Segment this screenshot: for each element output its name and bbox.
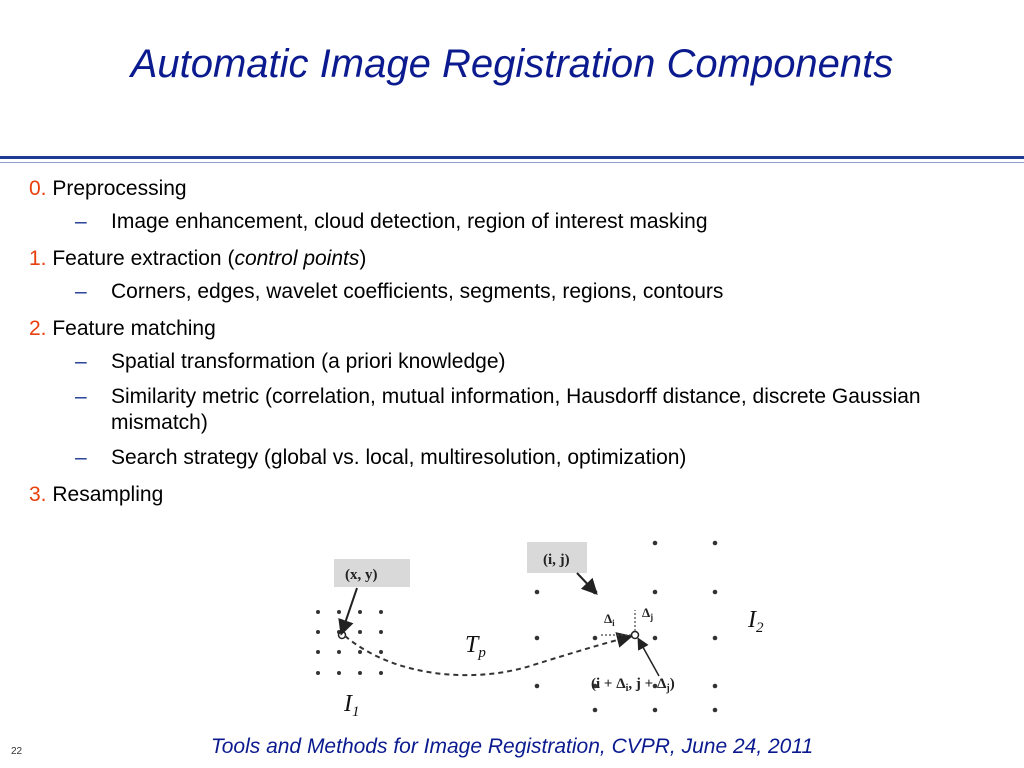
label-result: ($i + \Delta_i$, $j + \Delta_j$) xyxy=(591,676,675,694)
grid-dot xyxy=(316,610,320,614)
dash-bullet: – xyxy=(75,280,87,303)
grid-dot xyxy=(358,671,362,675)
item-number: 1. xyxy=(29,247,47,270)
grid-dot xyxy=(713,541,718,546)
grid-dot xyxy=(593,708,598,713)
grid-dot xyxy=(379,630,383,634)
grid-dot xyxy=(358,630,362,634)
page-number: 22 xyxy=(11,746,23,757)
sub-item: – Spatial transformation (a priori knowledge) xyxy=(75,350,506,373)
item-text: Preprocessing xyxy=(52,177,187,200)
label-xy: (x, y) xyxy=(345,567,378,583)
grid-dot xyxy=(653,708,658,713)
sub-item: – Corners, edges, wavelet coefficients, segments, regions, contours xyxy=(75,280,724,303)
grid-dot xyxy=(337,671,341,675)
delta-j-label: $\Delta_j$ xyxy=(642,605,654,622)
grid-dot xyxy=(379,650,383,654)
grid-dot xyxy=(653,590,658,595)
registration-diagram xyxy=(305,528,775,723)
grid-dot xyxy=(337,610,341,614)
grid-dot xyxy=(713,636,718,641)
dash-bullet: – xyxy=(75,446,87,469)
item-number: 3. xyxy=(29,483,47,506)
grid-dot xyxy=(653,541,658,546)
grid-dot xyxy=(379,610,383,614)
slide-title: Automatic Image Registration Components xyxy=(130,42,894,86)
item-text: Feature extraction ( xyxy=(52,247,235,270)
grid-dot xyxy=(653,636,658,641)
grid-dot xyxy=(535,684,540,689)
item-text: Resampling xyxy=(52,483,164,506)
grid-dot xyxy=(713,684,718,689)
label-ij: (i, j) xyxy=(543,552,570,568)
sub-item: – Similarity metric (correlation, mutual information, Hausdorff distance, discrete Gaussian mismatch) xyxy=(75,385,921,434)
grid-dot xyxy=(316,650,320,654)
grid-dot xyxy=(535,590,540,595)
slide-footer: Tools and Methods for Image Registration, CVPR, June 24, 2011 xyxy=(210,735,814,758)
list-item xyxy=(29,482,1009,508)
grid-dot xyxy=(535,636,540,641)
dash-bullet: – xyxy=(75,350,87,373)
label-I1: $I_1$ xyxy=(344,691,360,720)
title-divider-thin xyxy=(0,162,1024,163)
item-text: Feature matching xyxy=(52,317,216,340)
grid-dot xyxy=(379,671,383,675)
label-Tp: $T_p$ xyxy=(465,632,486,661)
grid-dot xyxy=(316,671,320,675)
grid-dot xyxy=(358,650,362,654)
grid-dot xyxy=(358,610,362,614)
item-text-italic: control points xyxy=(234,247,360,270)
delta-i-label: $\Delta_i$ xyxy=(604,611,615,628)
grid-dot xyxy=(713,708,718,713)
sub-item: – Search strategy (global vs. local, multiresolution, optimization) xyxy=(75,446,687,469)
grid-dot xyxy=(316,630,320,634)
dash-bullet: – xyxy=(75,385,87,408)
list-item: 1. Feature extraction (control points) – Corners, edges, wavelet coefficients, segments, regions, contours xyxy=(29,246,1009,305)
item-number: 2. xyxy=(29,317,47,340)
list-item xyxy=(29,176,1009,235)
bullet-list xyxy=(29,176,1009,519)
grid-dot xyxy=(593,636,598,641)
grid-dot xyxy=(713,590,718,595)
grid-dot xyxy=(337,650,341,654)
title-divider xyxy=(0,156,1024,159)
label-I2: $I_2$ xyxy=(748,607,764,636)
item-number: 0. xyxy=(29,177,47,200)
list-item xyxy=(29,316,1009,471)
sub-item: – Image enhancement, cloud detection, region of interest masking xyxy=(75,210,708,233)
dash-bullet: – xyxy=(75,210,87,233)
